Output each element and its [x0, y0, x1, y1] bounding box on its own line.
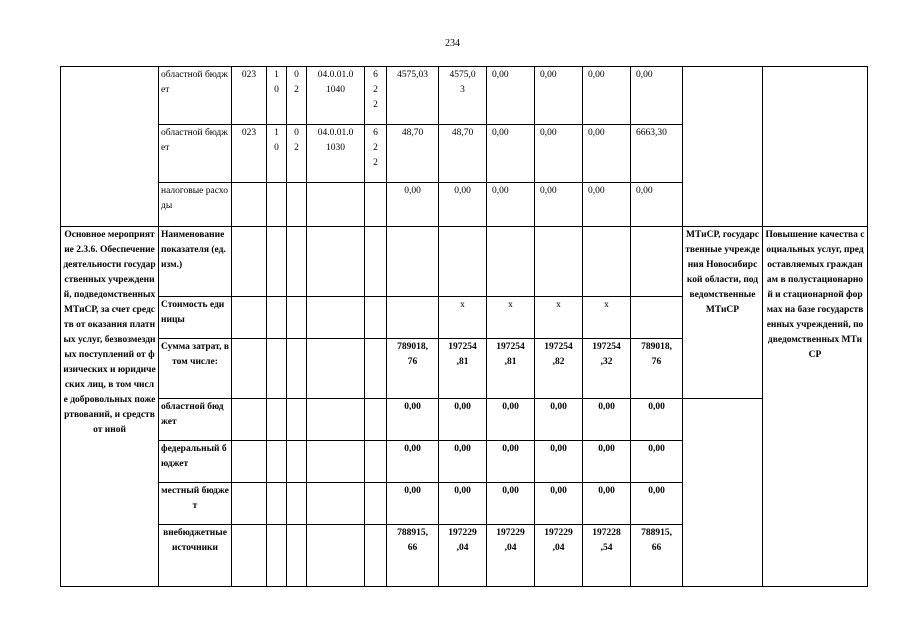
empty-code-cell [307, 483, 365, 525]
empty-code-cell [287, 483, 307, 525]
indicator-value: 197254 ,81 [487, 339, 535, 399]
value-year-4: 0,00 [583, 183, 631, 227]
indicator-value: 197254 ,32 [583, 339, 631, 399]
empty-code-cell [287, 227, 307, 297]
vr-code: 6 2 2 [365, 125, 387, 183]
indicator-label: Сумма затрат, в том числе: [159, 339, 232, 399]
indicator-value: 0,00 [439, 441, 487, 483]
empty-executor-cell [683, 399, 763, 587]
indicator-value: 197229 ,04 [535, 525, 583, 587]
empty-code-cell [267, 483, 287, 525]
empty-code-cell [232, 399, 267, 441]
indicator-value: 197228 ,54 [583, 525, 631, 587]
indicator-value: 0,00 [387, 399, 439, 441]
indicator-value: х [535, 297, 583, 339]
empty-code-cell [232, 227, 267, 297]
empty-code-cell [365, 525, 387, 587]
indicator-value: 789018, 76 [631, 339, 683, 399]
indicator-value: х [439, 297, 487, 339]
indicator-label: областной бюджет [159, 399, 232, 441]
funding-source: областной бюджет [159, 125, 232, 183]
empty-code-cell [307, 525, 365, 587]
value-year-2: 0,00 [487, 67, 535, 125]
empty-code-cell [365, 483, 387, 525]
indicator-value [439, 227, 487, 297]
empty-code-cell [307, 441, 365, 483]
indicator-value [583, 227, 631, 297]
empty-code-cell [365, 339, 387, 399]
indicator-value: 197229 ,04 [439, 525, 487, 587]
value-year-3: 0,00 [535, 67, 583, 125]
empty-code-cell [365, 297, 387, 339]
empty-code-cell [267, 399, 287, 441]
indicator-label: местный бюджет [159, 483, 232, 525]
empty-code-cell [232, 441, 267, 483]
indicator-label: Наименование показателя (ед. изм.) [159, 227, 232, 297]
empty-code-cell [267, 227, 287, 297]
indicator-value [387, 297, 439, 339]
empty-code-cell [365, 227, 387, 297]
empty-code-cell [267, 525, 287, 587]
indicator-value: 0,00 [535, 399, 583, 441]
indicator-label: федеральный бюджет [159, 441, 232, 483]
value-year-5: 0,00 [631, 183, 683, 227]
table-row [61, 67, 868, 125]
empty-code-cell [232, 483, 267, 525]
program-table [60, 66, 868, 587]
rz-code [267, 183, 287, 227]
empty-code-cell [232, 297, 267, 339]
pr-code: 0 2 [287, 125, 307, 183]
csr-code: 04.0.01.0 1040 [307, 67, 365, 125]
indicator-value: 197229 ,04 [487, 525, 535, 587]
empty-code-cell [267, 297, 287, 339]
indicator-value: х [487, 297, 535, 339]
indicator-value: 0,00 [387, 441, 439, 483]
indicator-value: 0,00 [631, 441, 683, 483]
funding-source: налоговые расходы [159, 183, 232, 227]
indicator-value [487, 227, 535, 297]
indicator-value [535, 227, 583, 297]
indicator-label: внебюджетные источники [159, 525, 232, 587]
rz-code: 1 0 [267, 125, 287, 183]
vr-code [365, 183, 387, 227]
indicator-value: 0,00 [487, 399, 535, 441]
indicator-value: 789018, 76 [387, 339, 439, 399]
indicator-value: 0,00 [631, 399, 683, 441]
empty-code-cell [267, 339, 287, 399]
empty-code-cell [365, 399, 387, 441]
value-year-1: 4575,0 3 [439, 67, 487, 125]
empty-code-cell [232, 525, 267, 587]
pr-code: 0 2 [287, 67, 307, 125]
empty-code-cell [307, 339, 365, 399]
table-row [61, 227, 868, 297]
grbs-code [232, 183, 267, 227]
value-year-2: 0,00 [487, 125, 535, 183]
indicator-value: 0,00 [387, 483, 439, 525]
empty-code-cell [307, 227, 365, 297]
indicator-label: Стоимость единицы [159, 297, 232, 339]
indicator-value: 0,00 [583, 483, 631, 525]
empty-executor-cell [683, 67, 763, 227]
indicator-value: 0,00 [631, 483, 683, 525]
empty-code-cell [307, 399, 365, 441]
indicator-value: 0,00 [487, 441, 535, 483]
indicator-value: 788915, 66 [387, 525, 439, 587]
indicator-value: 788915, 66 [631, 525, 683, 587]
indicator-value [387, 227, 439, 297]
indicator-value: 0,00 [439, 483, 487, 525]
value-total: 0,00 [387, 183, 439, 227]
page-number: 234 [445, 38, 460, 49]
indicator-value [631, 297, 683, 339]
indicator-value: 0,00 [535, 483, 583, 525]
funding-source: областной бюджет [159, 67, 232, 125]
indicator-value: 0,00 [439, 399, 487, 441]
value-year-5: 6663,30 [631, 125, 683, 183]
indicator-value: 0,00 [535, 441, 583, 483]
vr-code: 6 2 2 [365, 67, 387, 125]
value-year-4: 0,00 [583, 67, 631, 125]
value-year-1: 48,70 [439, 125, 487, 183]
empty-code-cell [287, 441, 307, 483]
value-year-3: 0,00 [535, 125, 583, 183]
empty-code-cell [287, 339, 307, 399]
indicator-value: 197254 ,82 [535, 339, 583, 399]
value-total: 4575,03 [387, 67, 439, 125]
value-year-4: 0,00 [583, 125, 631, 183]
empty-code-cell [307, 297, 365, 339]
value-year-5: 0,00 [631, 67, 683, 125]
grbs-code: 023 [232, 125, 267, 183]
empty-code-cell [287, 525, 307, 587]
value-year-3: 0,00 [535, 183, 583, 227]
indicator-value: 0,00 [583, 399, 631, 441]
pr-code [287, 183, 307, 227]
value-year-1: 0,00 [439, 183, 487, 227]
empty-measure-cell [61, 67, 159, 227]
indicator-value: х [583, 297, 631, 339]
empty-code-cell [232, 339, 267, 399]
empty-result-cell [763, 67, 868, 227]
empty-code-cell [287, 399, 307, 441]
value-year-2: 0,00 [487, 183, 535, 227]
result-text: Повышение качества социальных услуг, предоставляемых гражданам в полустационарной и стационарной формах на базе государственных учреждений, подведомственных МТиСР [763, 227, 868, 587]
empty-code-cell [267, 441, 287, 483]
indicator-value [631, 227, 683, 297]
empty-code-cell [365, 441, 387, 483]
measure-title: Основное мероприятие 2.3.6. Обеспечение деятельности государственных учреждений, подведомственных МТиСР, за счет средств от оказания платных услуг, безвозмездных поступлений от физических и юридических лиц, в том числе добровольных пожертвований, и средств от иной [61, 227, 159, 587]
indicator-value: 197254 ,81 [439, 339, 487, 399]
csr-code: 04.0.01.0 1030 [307, 125, 365, 183]
indicator-value: 0,00 [487, 483, 535, 525]
executor-text: МТиСР, государственные учреждения Новосибирской области, подведомственные МТиСР [683, 227, 763, 399]
csr-code [307, 183, 365, 227]
indicator-value: 0,00 [583, 441, 631, 483]
table-row [61, 399, 868, 441]
grbs-code: 023 [232, 67, 267, 125]
value-total: 48,70 [387, 125, 439, 183]
rz-code: 1 0 [267, 67, 287, 125]
empty-code-cell [287, 297, 307, 339]
